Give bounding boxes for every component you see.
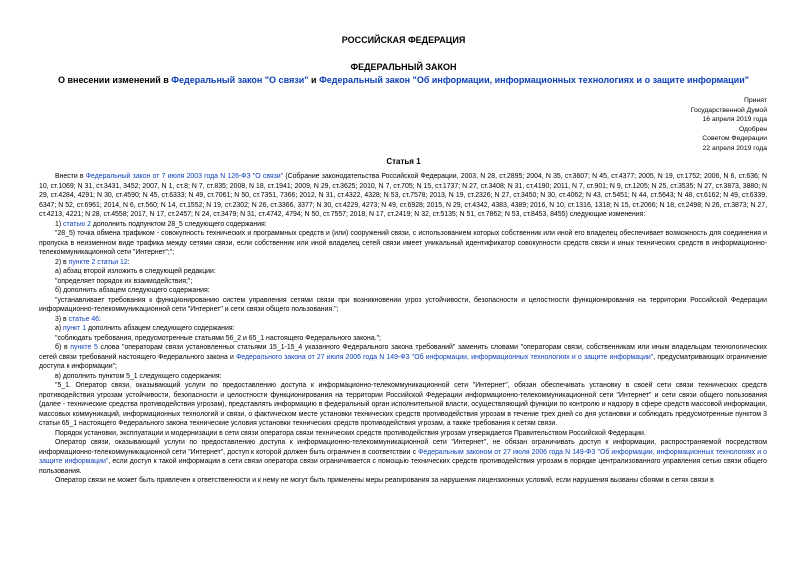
approval-line: 16 апреля 2019 года [702, 116, 767, 124]
paragraph: "28_5) точка обмена трафиком - совокупность технических и программных средств и (или) сооружений связи, с использованием которых собственник или иной его владелец обеспечивает возможность для соединения и пропуска в неизменном виде трафика между сетями связи, если собственник или иной владелец сетей связи имеет уникальный идентификатор совокупности средств связи и иных технических средств в информационно-телекоммуникационной сети "Интернет";"; [39, 230, 767, 256]
law-link-149fz-2[interactable]: Федеральным законом от 27 июля 2006 года N 149-ФЗ "Об информации, информационных технологиях и о защите информации" [39, 448, 767, 465]
law-link-information[interactable]: Федеральный закон "Об информации, информационных технологиях и о защите информации" [319, 75, 749, 85]
paragraph: б) дополнить абзацем следующего содержания: [55, 287, 210, 294]
law-link-126fz[interactable]: Федеральный закон от 7 июля 2003 года N 126-ФЗ "О связи" [85, 173, 284, 180]
law-link-communications[interactable]: Федеральный закон "О связи" [171, 75, 309, 85]
article-body [39, 172, 767, 486]
paragraph: 3) в статье 46: [55, 315, 101, 323]
approval-line: Одобрен [738, 125, 767, 133]
country-heading: РОССИЙСКАЯ ФЕДЕРАЦИЯ [341, 35, 466, 45]
approval-block [691, 96, 767, 154]
law-title [0, 76, 807, 86]
link-article-46[interactable]: статье 46 [68, 315, 99, 323]
paragraph: "5_1. Оператор связи, оказывающий услуги по предоставлению доступа к информационно-телекоммуникационной сети "Интернет", обязан обеспечивать установку в своей сети связи технических средств противодействия угрозам устойчивости, безопасности и целостности функционирования на территории Российской Федерации информационно-телекоммуникационной сети "Интернет" и сети связи общего пользования (далее - технические средства противодействия угрозам), представлять информацию в федеральный орган исполнительной власти, осуществляющий функции по контролю и надзору в сфере средств массовой информации, массовых коммуникаций, информационных технологий и связи, о фактическом месте установки технических средств противодействия угрозам в течение трех дней со дня установки и соблюдать предусмотренные пунктом 3 статьи 65_1 настоящего Федерального закона технические условия установки технических средств противодействия угрозам, а также требования к сетям связи. [39, 382, 767, 427]
paragraph: 1) статью 2 дополнить подпунктом 28_5 следующего содержания: [55, 220, 267, 228]
paragraph: а) пункт 1 дополнить абзацем следующего содержания: [55, 325, 235, 332]
paragraph: б) в пункте 5 слова "операторам связи установленных статьями 15_1-15_4 указанного Федерального закона требований" заменить словами "операторам связи, собственникам или иным владельцам технологических сетей связи требований настоящего Федерального закона и Федерального закона от 27 июля 2006 года N 149-ФЗ "Об информации, информационных технологиях и о защите информации", предусматривающих ограничение доступа к информации"; [39, 344, 767, 370]
paragraph: а) абзац второй изложить в следующей редакции: [55, 268, 216, 275]
approval-line: 22 апреля 2019 года [702, 144, 767, 152]
paragraph: в) дополнить пунктом 5_1 следующего содержания: [55, 372, 222, 380]
paragraph: "устанавливает требования к функционированию систем управления сетями связи при возникновении угроз устойчивости, безопасности и целостности функционирования на территории Российской Федерации информационно-телекоммуникационной сети "Интернет" и сети связи общего пользования."; [39, 296, 767, 313]
paragraph: 2) в пункте 2 статьи 12: [55, 258, 130, 266]
link-point-1[interactable]: пункт 1 [63, 325, 87, 332]
paragraph: Оператор связи не может быть привлечен к ответственности и к нему не могут быть применены меры реагирования за нарушения лицензионных условий, если нарушения вызваны сбоями в сетях связи в [55, 477, 714, 484]
paragraph: Оператор связи, оказывающий услуги по предоставлению доступа к информационно-телекоммуникационной сети "Интернет", не обязан ограничивать доступ к информации, распространяемой посредством информационно-телекоммуникационной сети "Интернет", доступ к которой должен быть ограничен в соответствии с Федеральным законом от 27 июля 2006 года N 149-ФЗ "Об информации, информационных технологиях и о защите информации", если доступ к такой информации в сети связи оператора связи ограничивается с помощью технических средств противодействия угрозам в порядке централизованного управления сетью связи общего пользования. [39, 439, 768, 475]
link-point-5[interactable]: пункте 5 [70, 344, 98, 351]
paragraph: "определяет порядок их взаимодействия;"; [55, 277, 193, 285]
approval-line: Государственной Думой [690, 106, 767, 114]
link-article-2[interactable]: статью 2 [63, 220, 91, 228]
paragraph: Внести в Федеральный закон от 7 июля 2003 года N 126-ФЗ "О связи" (Собрание законодательства Российской Федерации, 2003, N 28, ст.2895; 2004, N 35, ст.3607; N 45, ст.4377; 2005, N 19, ст.1752; 2006, N 6, ст.636; N 10, ст.1069; N 31, ст.3431, 3452; 2007, N 1, ст.8; N 7, ст.835; 2008, N 18, ст.1941; 2009, N 29, ст.3625; 2010, N 7, ст.705; N 15, ст.1737; N 27, ст.3408; N 31, ст.4190; 2011, N 7, ст.901; N 9, ст.1205; N 25, ст.3535; N 27, ст.3873, 3880; N 29, ст.4284, 4291; N 30, ст.4590; N 45, ст.6333; N 49, ст.7061; N 50, ст.7351, 7366; 2012, N 31, ст.4322, 4328; N 53, ст.7578; 2013, N 19, ст.2326; N 27, ст.3450; N 30, ст.4062; N 43, ст.5451; N 44, ст.5643; N 48, ст.6162; N 49, ст.6339, 6347; N 52, ст.6961; 2014, N 6, ст.560; N 14, ст.1552; N 19, ст.2302; N 26, ст.3366, 3377; N 30, ст.4229, 4273; N 49, ст.6928; 2015, N 29, ст.4342, 4383, 4389; 2016, N 10, ст.1316, 1318; N 15, ст.2066; N 18, ст.2498; N 26, ст.3873; N 27, ст.4213, 4221; N 28, ст.4558; 2017, N 17, ст.2457; N 24, ст.3479; N 31, ст.4742, 4794; N 50, ст.7557; 2018, N 17, ст.2419; N 32, ст.5135; N 51, ст.7862; N 53, ст.8453, 8455) следующие изменения: [39, 173, 767, 218]
approval-line: Принят [743, 97, 767, 104]
link-article-12[interactable]: пункте 2 статьи 12 [68, 258, 128, 266]
paragraph: "соблюдать требования, предусмотренные статьями 56_2 и 65_1 настоящего Федерального закона."; [55, 334, 381, 342]
approval-line: Советом Федерации [702, 135, 767, 143]
law-type-heading: ФЕДЕРАЛЬНЫЙ ЗАКОН [350, 62, 457, 72]
paragraph: Порядок установки, эксплуатации и модернизации в сети связи оператора связи технических средств противодействия угрозам утверждается Правительством Российской Федерации. [55, 429, 646, 437]
title-text: О внесении изменений в [58, 75, 172, 85]
title-text: и [308, 75, 320, 85]
law-link-149fz[interactable]: Федерального закона от 27 июля 2006 года N 149-ФЗ "Об информации, информационных технологиях и о защите информации" [236, 353, 654, 361]
article-heading: Статья 1 [386, 157, 421, 166]
